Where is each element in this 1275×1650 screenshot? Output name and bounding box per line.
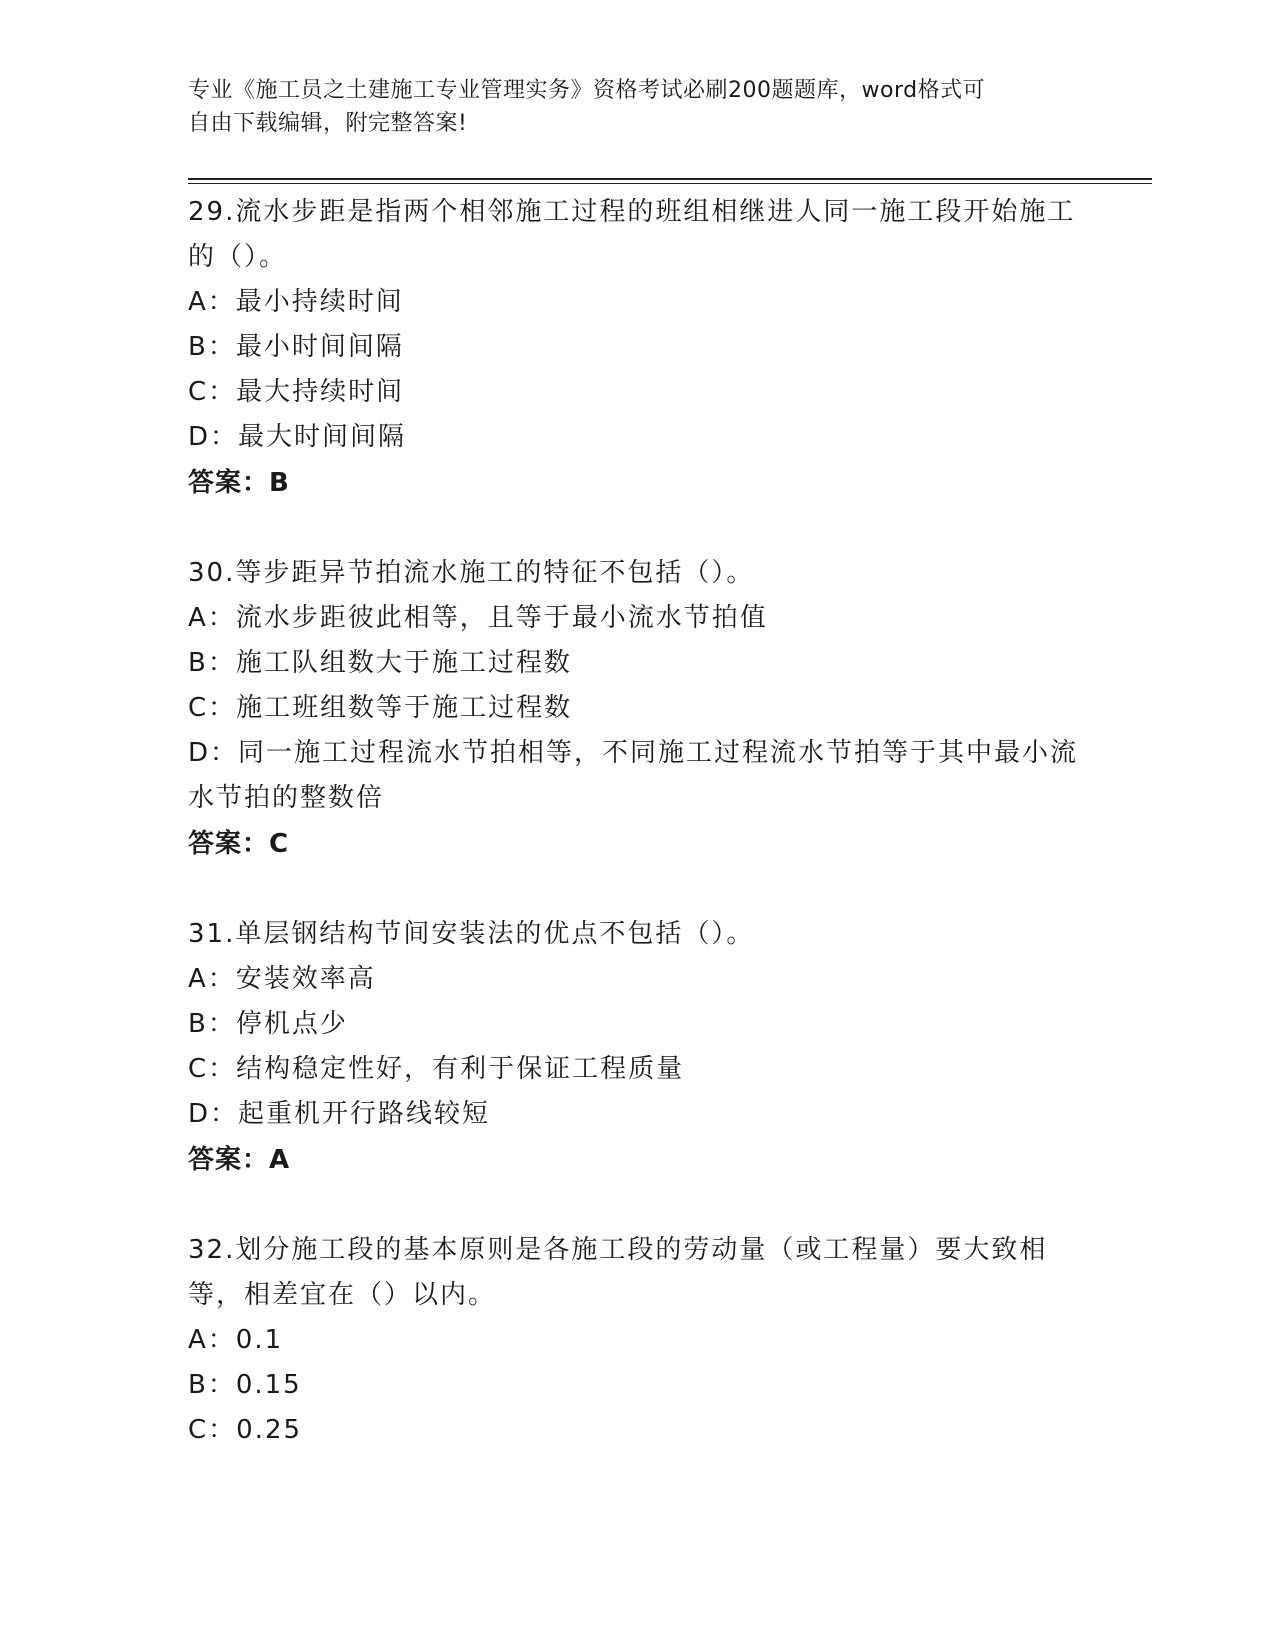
option-b: B：停机点少 xyxy=(188,1009,348,1039)
header-divider xyxy=(188,178,1152,180)
option-a: A：流水步距彼此相等，且等于最小流水节拍值 xyxy=(188,603,768,633)
answer: 答案：A xyxy=(188,1145,291,1175)
option-c: C：施工班组数等于施工过程数 xyxy=(188,693,573,723)
option-c: C：0.25 xyxy=(188,1415,303,1445)
option-a: A：安装效率高 xyxy=(188,964,376,994)
option-c: C：最大持续时间 xyxy=(188,377,405,407)
option-d: D：最大时间间隔 xyxy=(188,422,407,452)
option-b: B：最小时间间隔 xyxy=(188,332,404,362)
option-c: C：结构稳定性好，有利于保证工程质量 xyxy=(188,1054,685,1084)
answer: 答案：B xyxy=(188,468,290,498)
question-text: 29.流水步距是指两个相邻施工过程的班组相继进人同一施工段开始施工的（）。 xyxy=(188,197,1076,272)
question-text: 30.等步距异节拍流水施工的特征不包括（）。 xyxy=(188,558,755,588)
header-divider-thin xyxy=(188,183,1152,184)
option-a: A：0.1 xyxy=(188,1325,284,1355)
question-31 xyxy=(188,912,1088,1183)
option-d: D：同一施工过程流水节拍相等，不同施工过程流水节拍等于其中最小流水节拍的整数倍 xyxy=(188,738,1079,813)
header-line-1: 专业《施工员之土建施工专业管理实务》资格考试必刷200题题库，word格式可 xyxy=(188,78,986,103)
question-text: 31.单层钢结构节间安装法的优点不包括（）。 xyxy=(188,919,755,949)
option-a: A：最小持续时间 xyxy=(188,287,404,317)
option-b: B：施工队组数大于施工过程数 xyxy=(188,648,572,678)
question-text: 32.划分施工段的基本原则是各施工段的劳动量（或工程量）要大致相等，相差宜在（）以内。 xyxy=(188,1235,1048,1310)
answer: 答案：C xyxy=(188,829,290,859)
option-b: B：0.15 xyxy=(188,1370,302,1400)
question-30 xyxy=(188,551,1088,867)
option-d: D：起重机开行路线较短 xyxy=(188,1099,491,1129)
question-list xyxy=(188,190,1088,1498)
question-29 xyxy=(188,190,1088,506)
document-header xyxy=(188,74,1068,140)
question-32 xyxy=(188,1228,1088,1453)
header-line-2: 自由下载编辑，附完整答案! xyxy=(188,111,468,136)
